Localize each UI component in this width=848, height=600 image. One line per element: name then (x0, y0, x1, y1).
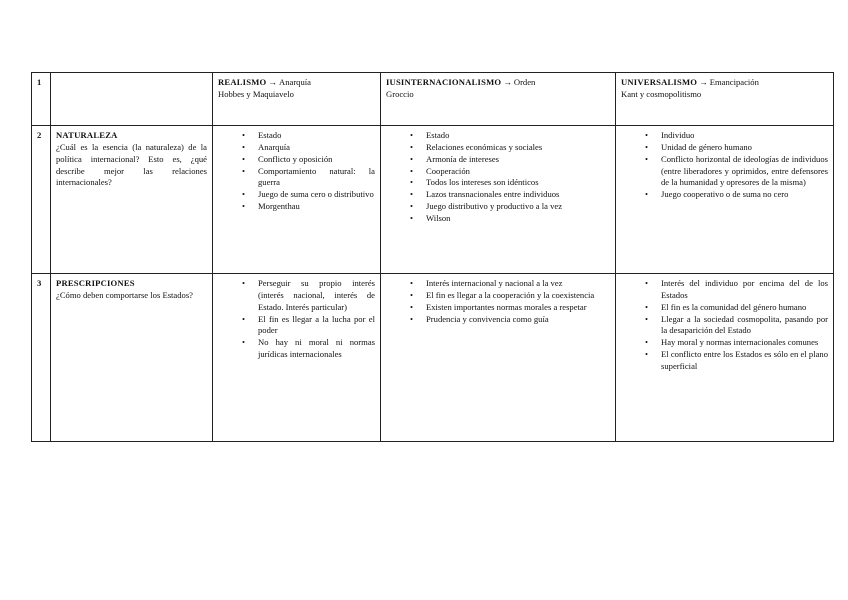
list-item: • Wilson (426, 213, 610, 225)
list-item: • Relaciones económicas y sociales (426, 142, 610, 154)
header-iusinternacionalismo (381, 73, 616, 126)
list-item: • Llegar a la sociedad cosmopolita, pasando por la desaparición del Estado (661, 314, 828, 338)
list-item: • Juego de suma cero o distributivo (258, 189, 375, 201)
table-row-naturaleza (32, 126, 834, 274)
list-item: • Interés del individuo por encima del de los Estados (661, 278, 828, 302)
header-universalismo (616, 73, 834, 126)
list-item: • Juego distributivo y productivo a la vez (426, 201, 610, 213)
header-concept: Orden (513, 77, 536, 87)
list-item: • Prudencia y convivencia como guía (426, 314, 610, 326)
cell-universalismo-naturaleza (616, 126, 834, 274)
header-concept: Emancipación (709, 77, 759, 87)
empty-header-cell (51, 73, 213, 126)
row-number: 2 (32, 126, 51, 274)
bullet-list (218, 130, 375, 213)
list-item: • El conflicto entre los Estados es sólo en el plano superficial (661, 349, 828, 373)
row-description: ¿Cómo deben comportarse los Estados? (56, 289, 193, 300)
bullet-list (218, 278, 375, 361)
row-description: ¿Cuál es la esencia (la naturaleza) de la política internacional? Esto es, ¿qué describe mejor las relaciones internacionales? (56, 141, 207, 188)
list-item: • Estado (426, 130, 610, 142)
list-item: • Conflicto horizontal de ideologías de individuos (entre liberadores y oprimidos, entre defensores de la humanidad y opresores de la misma) (661, 154, 828, 190)
header-authors: Kant y cosmopolitismo (621, 88, 702, 99)
header-realismo (213, 73, 381, 126)
bullet-list (386, 278, 610, 325)
cell-ius-prescripciones (381, 274, 616, 442)
list-item: • No hay ni moral ni normas jurídicas internacionales (258, 337, 375, 361)
arrow-icon: → (699, 77, 708, 87)
cell-realismo-naturaleza (213, 126, 381, 274)
table-row-prescripciones (32, 274, 834, 442)
table-row-header (32, 73, 834, 126)
header-title: UNIVERSALISMO (621, 77, 698, 87)
cell-ius-naturaleza (381, 126, 616, 274)
cell-universalismo-prescripciones (616, 274, 834, 442)
row-label: PRESCRIPCIONES (56, 278, 135, 288)
list-item: • Hay moral y normas internacionales comunes (661, 337, 828, 349)
bullet-list (621, 130, 828, 201)
arrow-icon: → (503, 77, 512, 87)
header-concept: Anarquía (279, 77, 311, 87)
header-title: IUSINTERNACIONALISMO (386, 77, 502, 87)
list-item: • Estado (258, 130, 375, 142)
list-item: • Interés internacional y nacional a la vez (426, 278, 610, 290)
list-item: • Cooperación (426, 166, 610, 178)
list-item: • Unidad de género humano (661, 142, 828, 154)
header-authors: Groccio (386, 88, 414, 99)
arrow-icon: → (268, 77, 277, 87)
bullet-list (386, 130, 610, 225)
header-title: REALISMO (218, 77, 267, 87)
list-item: • Anarquía (258, 142, 375, 154)
row-number: 1 (32, 73, 51, 126)
list-item: • Existen importantes normas morales a respetar (426, 302, 610, 314)
list-item: • Conflicto y oposición (258, 154, 375, 166)
list-item: • El fin es llegar a la cooperación y la coexistencia (426, 290, 610, 302)
list-item: • Individuo (661, 130, 828, 142)
list-item: • Lazos transnacionales entre individuos (426, 189, 610, 201)
list-item: • El fin es la comunidad del género humano (661, 302, 828, 314)
row-label-cell (51, 126, 213, 274)
theories-table (31, 72, 834, 442)
list-item: • Todos los intereses son idénticos (426, 177, 610, 189)
list-item: • Morgenthau (258, 201, 375, 213)
row-number: 3 (32, 274, 51, 442)
list-item: • Comportamiento natural: la guerra (258, 166, 375, 190)
list-item: • Juego cooperativo o de suma no cero (661, 189, 828, 201)
row-label-cell (51, 274, 213, 442)
row-label: NATURALEZA (56, 130, 118, 140)
bullet-list (621, 278, 828, 373)
list-item: • Armonía de intereses (426, 154, 610, 166)
list-item: • Perseguir su propio interés (interés nacional, interés de Estado. Interés particular) (258, 278, 375, 314)
list-item: • El fin es llegar a la lucha por el poder (258, 314, 375, 338)
cell-realismo-prescripciones (213, 274, 381, 442)
header-authors: Hobbes y Maquiavelo (218, 88, 294, 99)
